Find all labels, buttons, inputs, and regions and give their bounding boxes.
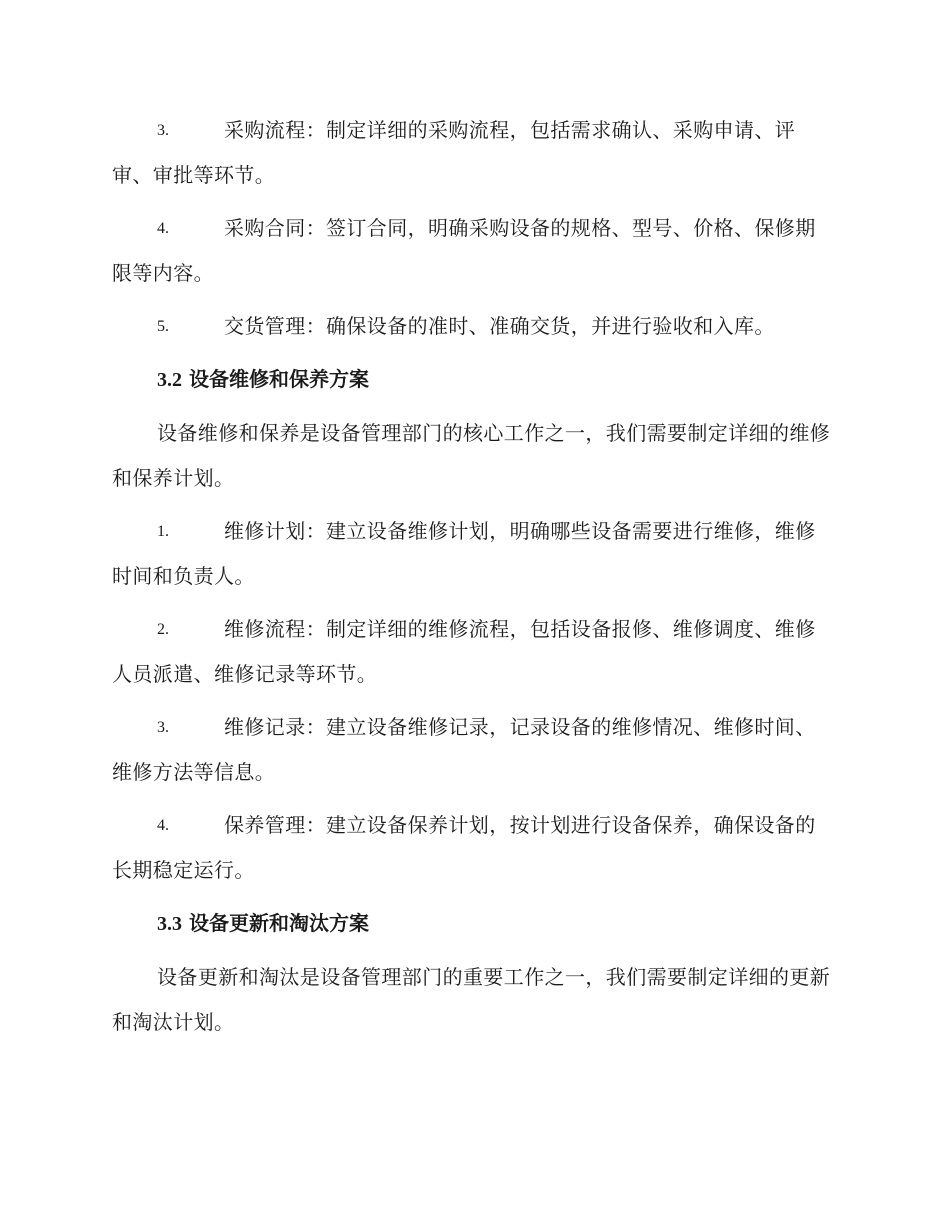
section-renewal [112,901,834,1045]
list-number: 5. [157,318,169,335]
list-item [112,803,834,893]
section-heading-text: 设备更新和淘汰方案 [188,911,369,935]
section-heading-text: 设备维修和保养方案 [188,367,369,391]
list-item [112,509,834,599]
list-text: 交货管理：确保设备的准时、准确交货，并进行验收和入库。 [224,314,775,338]
section-heading [112,901,834,947]
list-number: 4. [157,220,169,237]
section-intro: 设备维修和保养是设备管理部门的核心工作之一，我们需要制定详细的维修和保养计划。 [112,421,831,490]
list-item [112,108,834,198]
section-heading-number: 3.2 [157,369,182,391]
list-item [112,607,834,697]
list-text: 维修流程：制定详细的维修流程，包括设备报修、维修调度、维修人员派遣、维修记录等环节。 [112,617,816,686]
list-number: 4. [157,817,169,834]
list-item [112,304,834,349]
list-number: 3. [157,122,169,139]
list-text: 采购流程：制定详细的采购流程，包括需求确认、采购申请、评审、审批等环节。 [112,118,796,187]
section-heading [112,357,834,403]
list-item [112,705,834,795]
list-number: 2. [157,621,169,638]
list-text: 维修计划：建立设备维修计划，明确哪些设备需要进行维修，维修时间和负责人。 [112,519,816,588]
list-text: 保养管理：建立设备保养计划，按计划进行设备保养，确保设备的长期稳定运行。 [112,813,816,882]
list-item [112,206,834,296]
list-number: 1. [157,523,169,540]
section-heading-number: 3.3 [157,913,182,935]
list-number: 3. [157,719,169,736]
list-text: 维修记录：建立设备维修记录，记录设备的维修情况、维修时间、维修方法等信息。 [112,715,816,784]
procurement-list [112,108,834,349]
list-text: 采购合同：签订合同，明确采购设备的规格、型号、价格、保修期限等内容。 [112,216,816,285]
section-maintenance [112,357,834,893]
document-body [112,108,834,1053]
section-intro: 设备更新和淘汰是设备管理部门的重要工作之一，我们需要制定详细的更新和淘汰计划。 [112,965,831,1034]
